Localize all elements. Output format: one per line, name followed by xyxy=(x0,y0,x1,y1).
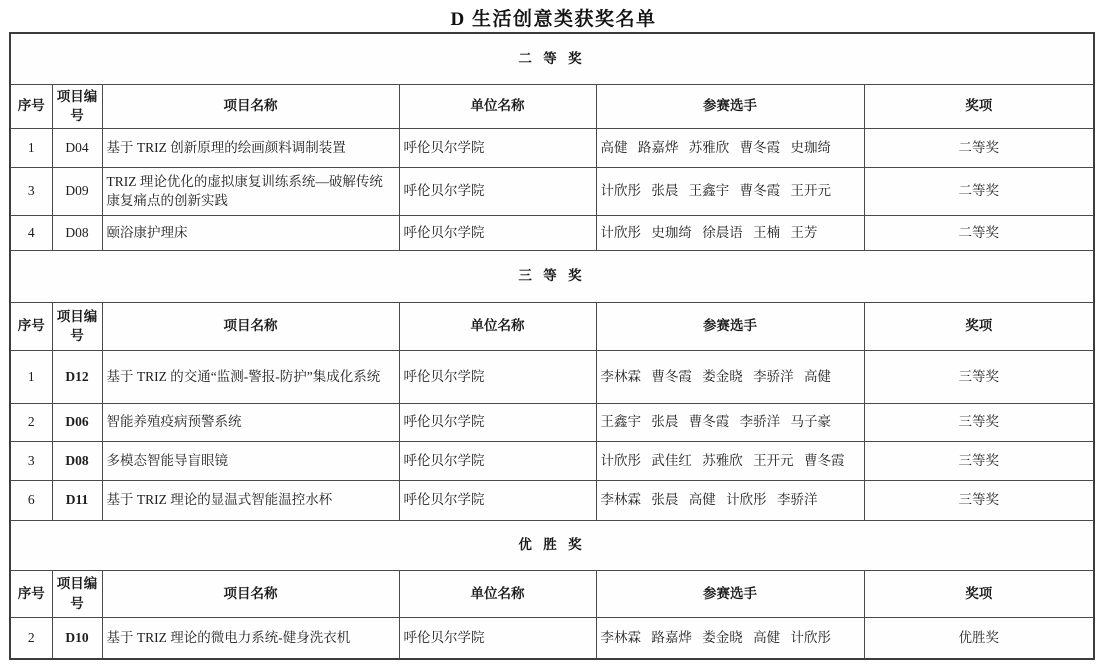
cell-contestants: 王鑫宇 张晨 曹冬霞 李骄洋 马子豪 xyxy=(596,403,864,441)
cell-unit-name: 呼伦贝尔学院 xyxy=(399,350,596,403)
cell-index: 3 xyxy=(10,167,52,215)
col-header-project-name: 项目名称 xyxy=(102,570,399,617)
award-table xyxy=(9,32,1095,660)
cell-contestants: 高健 路嘉烨 苏雅欣 曹冬霞 史珈绮 xyxy=(596,128,864,167)
col-header-award: 奖项 xyxy=(864,84,1094,128)
col-header-project-code: 项目编号 xyxy=(52,84,102,128)
cell-award: 二等奖 xyxy=(864,128,1094,167)
section-header-row-third-prize xyxy=(10,250,1094,302)
cell-project-name: 基于 TRIZ 创新原理的绘画颜料调制装置 xyxy=(102,128,399,167)
cell-award: 三等奖 xyxy=(864,403,1094,441)
cell-unit-name: 呼伦贝尔学院 xyxy=(399,215,596,250)
cell-contestants: 计欣彤 史珈绮 徐晨语 王楠 王芳 xyxy=(596,215,864,250)
cell-index: 2 xyxy=(10,403,52,441)
column-header-row xyxy=(10,302,1094,350)
col-header-project-name: 项目名称 xyxy=(102,84,399,128)
cell-project-code: D08 xyxy=(52,215,102,250)
col-header-unit-name: 单位名称 xyxy=(399,570,596,617)
cell-unit-name: 呼伦贝尔学院 xyxy=(399,617,596,659)
cell-project-name: 基于 TRIZ 的交通“监测-警报-防护”集成化系统 xyxy=(102,350,399,403)
cell-index: 1 xyxy=(10,128,52,167)
col-header-contestants: 参赛选手 xyxy=(596,302,864,350)
section-header-row-winner-prize xyxy=(10,520,1094,570)
col-header-award: 奖项 xyxy=(864,570,1094,617)
section-header-row-second-prize xyxy=(10,33,1094,84)
col-header-unit-name: 单位名称 xyxy=(399,302,596,350)
col-header-contestants: 参赛选手 xyxy=(596,84,864,128)
cell-contestants: 李林霖 曹冬霞 娄金晓 李骄洋 高健 xyxy=(596,350,864,403)
page-title: D 生活创意类获奖名单 xyxy=(450,9,657,30)
cell-project-code: D04 xyxy=(52,128,102,167)
cell-project-name: 多模态智能导盲眼镜 xyxy=(102,441,399,480)
cell-project-code: D10 xyxy=(52,617,102,659)
table-row xyxy=(10,617,1094,659)
cell-unit-name: 呼伦贝尔学院 xyxy=(399,441,596,480)
cell-contestants: 李林霖 路嘉烨 娄金晓 高健 计欣彤 xyxy=(596,617,864,659)
section-title-winner-prize: 优 胜 奖 xyxy=(10,520,1094,570)
cell-unit-name: 呼伦贝尔学院 xyxy=(399,167,596,215)
cell-project-name: 基于 TRIZ 理论的显温式智能温控水杯 xyxy=(102,480,399,520)
table-row xyxy=(10,350,1094,403)
col-header-contestants: 参赛选手 xyxy=(596,570,864,617)
cell-project-code: D11 xyxy=(52,480,102,520)
cell-award: 二等奖 xyxy=(864,167,1094,215)
cell-project-name: 智能养殖疫病预警系统 xyxy=(102,403,399,441)
cell-award: 优胜奖 xyxy=(864,617,1094,659)
cell-award: 三等奖 xyxy=(864,441,1094,480)
cell-project-code: D09 xyxy=(52,167,102,215)
column-header-row xyxy=(10,84,1094,128)
table-row xyxy=(10,480,1094,520)
table-row xyxy=(10,441,1094,480)
cell-contestants: 计欣彤 张晨 王鑫宇 曹冬霞 王开元 xyxy=(596,167,864,215)
cell-award: 二等奖 xyxy=(864,215,1094,250)
cell-index: 2 xyxy=(10,617,52,659)
section-title-second-prize: 二 等 奖 xyxy=(10,33,1094,84)
col-header-project-name: 项目名称 xyxy=(102,302,399,350)
cell-project-code: D08 xyxy=(52,441,102,480)
cell-project-name: TRIZ 理论优化的虚拟康复训练系统—破解传统康复痛点的创新实践 xyxy=(102,167,399,215)
cell-unit-name: 呼伦贝尔学院 xyxy=(399,480,596,520)
cell-project-name: 基于 TRIZ 理论的微电力系统-健身洗衣机 xyxy=(102,617,399,659)
cell-award: 三等奖 xyxy=(864,350,1094,403)
col-header-unit-name: 单位名称 xyxy=(399,84,596,128)
cell-index: 6 xyxy=(10,480,52,520)
cell-index: 4 xyxy=(10,215,52,250)
col-header-project-code: 项目编号 xyxy=(52,302,102,350)
cell-unit-name: 呼伦贝尔学院 xyxy=(399,128,596,167)
col-header-index: 序号 xyxy=(10,570,52,617)
table-row xyxy=(10,128,1094,167)
cell-contestants: 李林霖 张晨 高健 计欣彤 李骄洋 xyxy=(596,480,864,520)
table-row xyxy=(10,167,1094,215)
cell-project-name: 颐浴康护理床 xyxy=(102,215,399,250)
col-header-award: 奖项 xyxy=(864,302,1094,350)
cell-contestants: 计欣彤 武佳红 苏雅欣 王开元 曹冬霞 xyxy=(596,441,864,480)
col-header-index: 序号 xyxy=(10,84,52,128)
column-header-row xyxy=(10,570,1094,617)
cell-index: 1 xyxy=(10,350,52,403)
cell-award: 三等奖 xyxy=(864,480,1094,520)
col-header-index: 序号 xyxy=(10,302,52,350)
section-title-third-prize: 三 等 奖 xyxy=(10,250,1094,302)
cell-project-code: D12 xyxy=(52,350,102,403)
col-header-project-code: 项目编号 xyxy=(52,570,102,617)
cell-index: 3 xyxy=(10,441,52,480)
cell-project-code: D06 xyxy=(52,403,102,441)
table-row xyxy=(10,403,1094,441)
table-row xyxy=(10,215,1094,250)
cell-unit-name: 呼伦贝尔学院 xyxy=(399,403,596,441)
